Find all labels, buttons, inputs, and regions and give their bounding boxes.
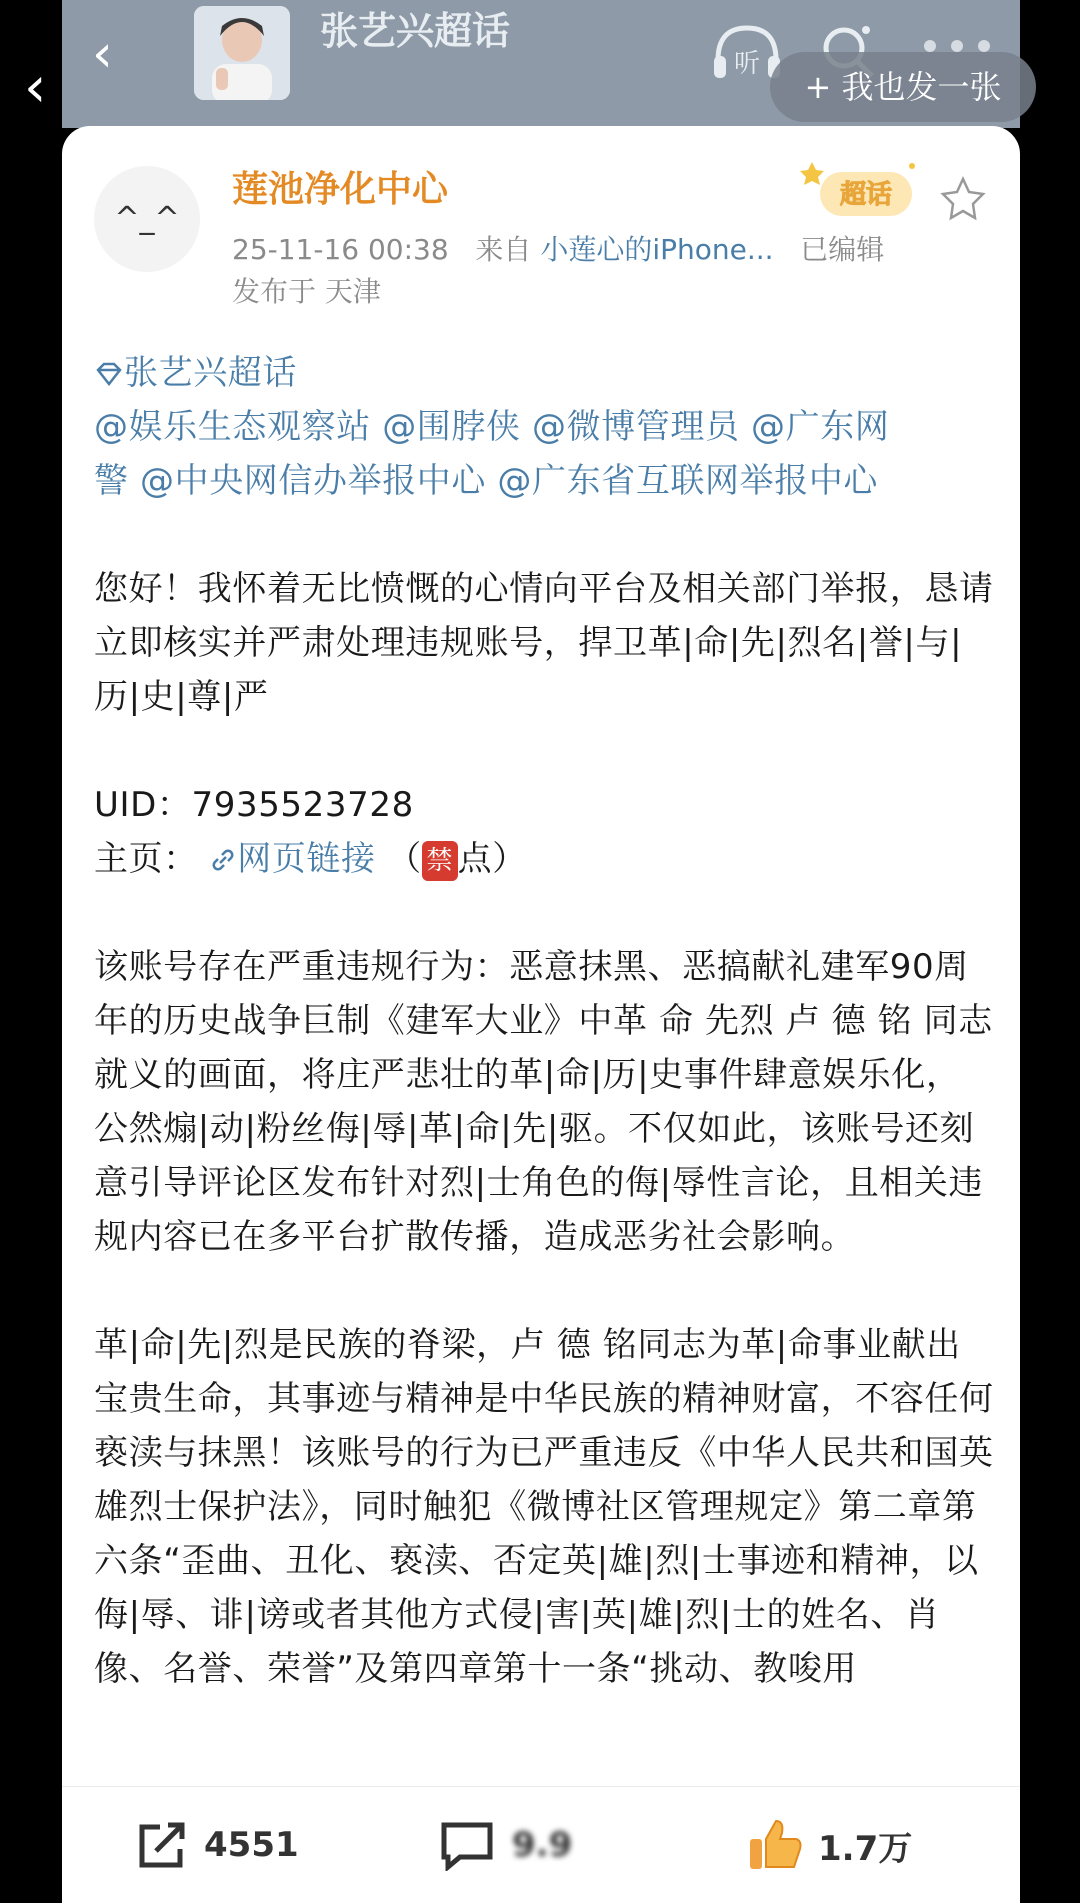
paren-open: （	[387, 839, 422, 879]
uid-value: 7935523728	[191, 785, 414, 825]
username[interactable]: 莲池净化中心	[232, 169, 449, 210]
timestamp: 25-11-16 00:38	[232, 233, 449, 266]
listen-label: 听	[733, 49, 761, 79]
action-bar	[62, 1786, 1020, 1903]
topic-link[interactable]	[94, 353, 297, 393]
share-count: 4551	[204, 1825, 299, 1865]
location: 发布于 天津	[232, 275, 381, 308]
home-link[interactable]	[209, 839, 375, 879]
post-card	[62, 126, 1020, 1902]
ban-suffix: 点）	[457, 839, 527, 879]
like-count: 1.7万	[818, 1828, 913, 1869]
link-icon	[209, 846, 237, 874]
topic-title: 张艺兴超话	[320, 9, 511, 53]
share-icon	[134, 1819, 190, 1871]
home-label: 主页：	[94, 839, 198, 879]
paragraph-1: 您好！我怀着无比愤慨的心情向平台及相关部门举报，恳请立即核实并严肃处理违规账号，捍卫革|命|先|烈名|誉|与|历|史|尊|严	[94, 569, 994, 717]
thumbs-up-icon	[746, 1817, 804, 1873]
star-icon[interactable]	[940, 176, 986, 222]
comment-icon	[436, 1819, 498, 1871]
supertopic-badge	[800, 154, 920, 226]
post-meta	[232, 230, 884, 270]
diamond-icon	[94, 362, 124, 386]
paragraph-3: 革|命|先|烈是民族的脊梁，卢 德 铭同志为革|命事业献出宝贵生命，其事迹与精神是中华民族的精神财富，不容任何亵渎与抹黑！该账号的行为已严重违反《中华人民共和国英雄烈士保护法》，同时触犯《微博社区管理规定》第二章第六条“歪曲、丑化、亵渎、否定英|雄|烈|士事迹和精神，以侮|辱、诽|谤或者其他方式侵|害|英|雄|烈|士的姓名、肖像、名誉、荣誉”及第四章第十一条“挑动、教唆用	[94, 1325, 994, 1689]
paragraph-2: 该账号存在严重违规行为：恶意抹黑、恶搞献礼建军90周年的历史战争巨制《建军大业》中革 命 先烈 卢 德 铭 同志就义的画面，将庄严悲壮的革|命|历|史事件肆意娱乐化，公然煽|动|粉丝侮|辱|革|命|先|驱。不仅如此，该账号还刻意引导评论区发布针对烈|士角色的侮|辱性言论，且相关违规内容已在多平台扩散传播，造成恶劣社会影响。	[94, 947, 993, 1257]
source-link[interactable]: 小莲心的iPhone...	[540, 233, 774, 266]
share-button[interactable]	[134, 1787, 299, 1903]
from-label: 来自	[475, 233, 532, 266]
post-body	[94, 346, 994, 1696]
mentions-line-1[interactable]: @娱乐生态观察站 @围脖侠 @微博管理员 @广东网	[94, 407, 890, 447]
like-button[interactable]	[746, 1787, 912, 1903]
topic-avatar[interactable]	[194, 6, 290, 100]
post-too-button[interactable]: + 我也发一张	[770, 52, 1036, 122]
comment-button[interactable]	[436, 1787, 572, 1903]
uid-label: UID：	[94, 785, 192, 825]
badge-text: 超话	[839, 180, 893, 210]
ban-badge: 禁	[422, 841, 458, 881]
avatar[interactable]: ^_^	[94, 166, 200, 272]
mentions-line-2[interactable]: 警 @中央网信办举报中心 @广东省互联网举报中心	[94, 461, 879, 501]
topic-back-icon[interactable]: ‹	[92, 24, 113, 84]
comment-count: 9.9	[512, 1825, 573, 1865]
home-link-text: 网页链接	[237, 839, 376, 879]
back-icon[interactable]: ‹	[24, 55, 47, 120]
edited-label[interactable]: 已编辑	[800, 233, 885, 266]
topic-link-text: 张艺兴超话	[124, 353, 297, 393]
top-bar	[0, 0, 1080, 128]
